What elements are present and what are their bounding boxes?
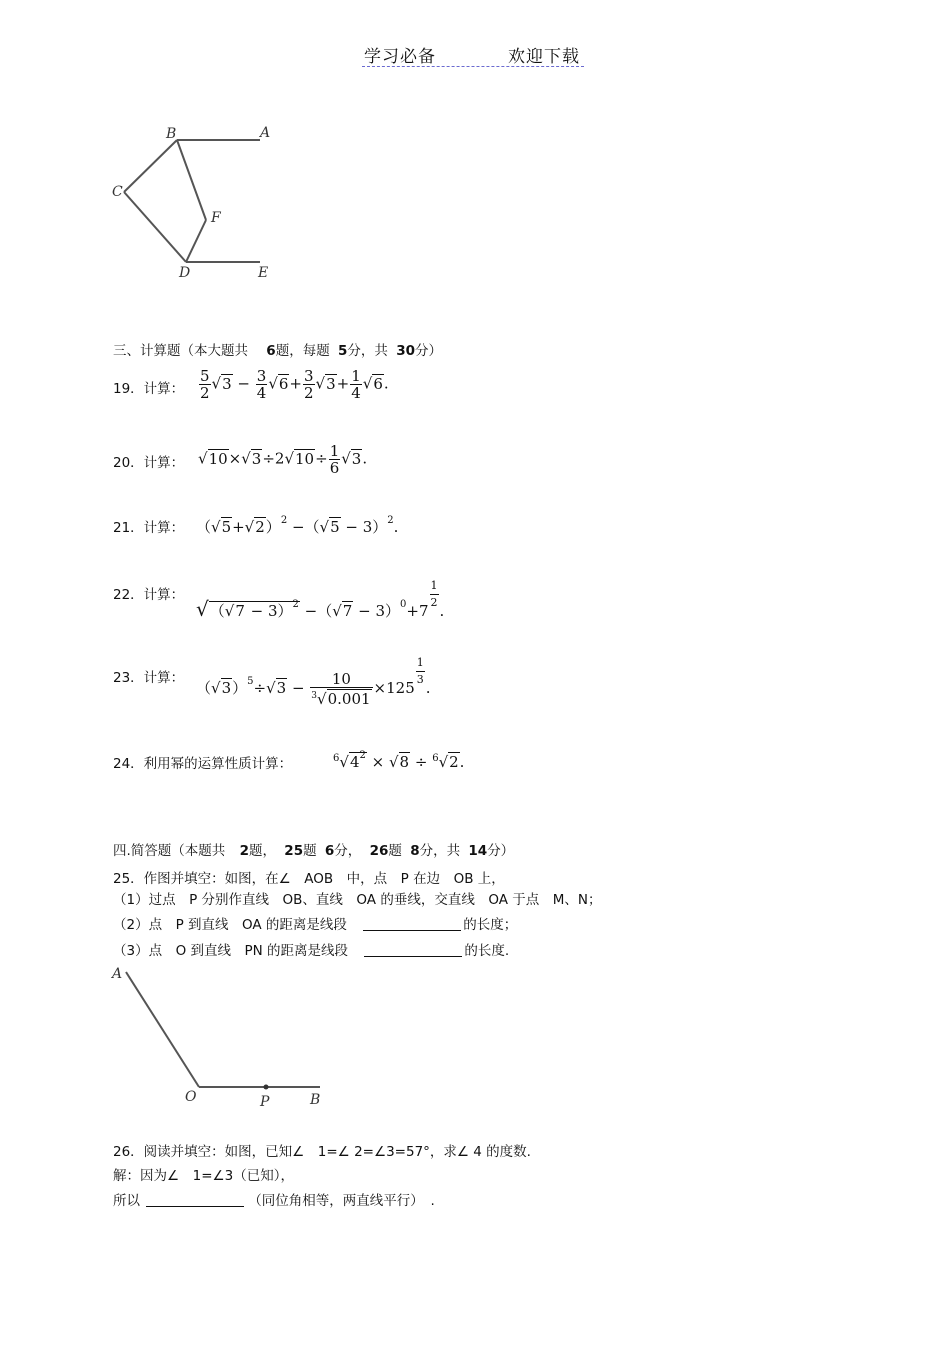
header-left: 学习必备 [364,47,436,67]
figure-1 [100,118,290,288]
label-E: E [258,265,269,281]
header-right: 欢迎下载 [508,47,580,67]
label-C: C [112,184,123,200]
q22-label: 22．计算： [113,587,185,603]
label-B: B [310,1092,321,1108]
label-O: O [185,1089,197,1105]
label-A: A [112,966,123,982]
segment-CD [124,192,186,262]
section-4-heading: 四.简答题（本题共 2题， 25题 6分， 26题 8分，共 14分） [113,843,515,859]
q23-expression: $(√3)^5\div√3$ − $\frac{10}{^3√0.001}$ ×125 $\frac{1}{3}$ . [196,656,431,708]
q26-line1: 解：因为∠ 1=∠3（已知）， [113,1168,294,1184]
figure-2 [108,962,328,1112]
page-header [362,40,584,67]
q25-part2: （2）点 P 到直线 OA 的距离是线段 的长度； [113,917,518,933]
q24-expression: $^6√4^2 \times √8 \div ^6√2$. [333,750,465,771]
segment-BF [177,140,206,220]
q25-part2-blank[interactable] [363,930,461,931]
section-3-heading: 三、计算题（本大题共 6题，每题 5分，共 30分） [113,343,442,359]
ray-OA [126,972,199,1087]
q20-label: 20．计算： [113,455,185,471]
q24-label: 24．利用幂的运算性质计算： [113,756,293,772]
label-F: F [211,210,221,226]
point-P [264,1085,269,1090]
q25-stem: 25．作图并填空：如图，在∠ AOB 中，点 P 在边 OB 上， [113,871,505,887]
q19-expression: $\frac{5}{2}$ √3 − $\frac{3}{4}$ √6+ $\frac{3}{2}$ √3+ $\frac{1}{4}$ √6. [200,367,389,402]
q23-label: 23．计算： [113,670,185,686]
q26-blank[interactable] [146,1206,244,1207]
q25-part3: （3）点 O 到直线 PN 的距离是线段 的长度. [113,943,510,959]
q19-label: 19．计算： [113,381,185,397]
q26-stem: 26．阅读并填空：如图，已知∠ 1=∠ 2=∠3=57°，求∠ 4 的度数. [113,1144,531,1160]
q22-expression: $√(√7 - 3)^2 -(√7 - 3)^0+7$ $\frac{1}{2}$ . [196,579,445,621]
label-D: D [179,265,191,281]
label-A: A [260,125,271,141]
q21-label: 21．计算： [113,520,185,536]
q26-line2: 所以 （同位角相等，两直线平行） . [113,1193,435,1209]
q20-expression: √10×√3÷2√10÷ $\frac{1}{6}$ √3. [198,442,368,477]
segment-FD [186,220,206,262]
label-P: P [260,1094,270,1110]
q25-part3-blank[interactable] [364,956,462,957]
segment-BC [124,140,177,192]
label-B: B [166,126,177,142]
q21-expression: $(√5+√2)^2 -(√5 - 3)^2$. [196,515,399,536]
q25-part1: （1）过点 P 分别作直线 OB、直线 OA 的垂线，交直线 OA 于点 M、N； [113,892,602,908]
